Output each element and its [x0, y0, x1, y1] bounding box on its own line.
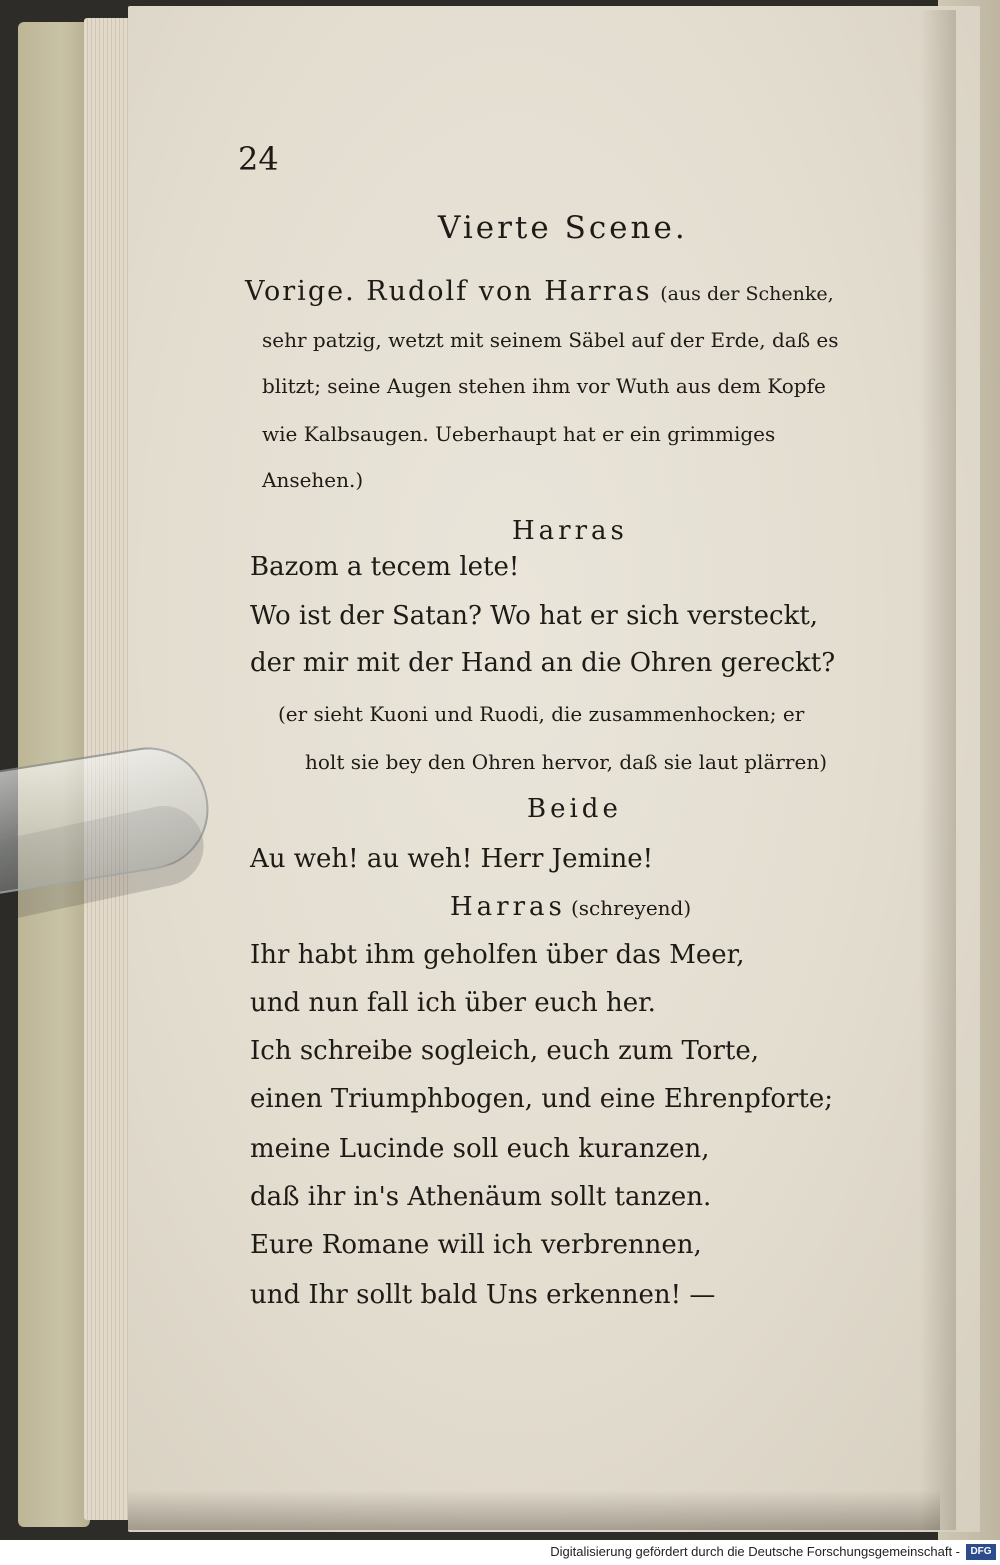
page-bottom-shadow: [128, 1490, 940, 1530]
verse-line: Wo ist der Satan? Wo hat er sich versteckt,: [250, 601, 819, 631]
stage-direction-line: wie Kalbsaugen. Ueberhaupt hat er ein grimmiges: [262, 422, 776, 446]
speaker-name: Harras: [450, 892, 566, 922]
speaker-name: Harras: [512, 516, 628, 546]
verse-line: meine Lucinde soll euch kuranzen,: [250, 1134, 710, 1164]
verse-line: Eure Romane will ich verbrennen,: [250, 1230, 702, 1260]
cast-note: (aus der Schenke,: [660, 283, 834, 305]
verse-line: Au weh! au weh! Herr Jemine!: [250, 844, 654, 874]
funding-note: Digitalisierung gefördert durch die Deutsche Forschungsgemeinschaft -: [550, 1544, 960, 1559]
stage-direction-line: blitzt; seine Augen stehen ihm vor Wuth aus dem Kopfe: [262, 374, 826, 398]
cast-line: [245, 276, 834, 307]
stage-direction-line: (er sieht Kuoni und Ruodi, die zusammenhocken; er: [278, 702, 805, 726]
verse-line: Ich schreibe sogleich, euch zum Torte,: [250, 1036, 759, 1066]
speaker-line: [450, 892, 691, 922]
page-number: 24: [238, 140, 279, 178]
speaker-note: (schreyend): [570, 896, 692, 920]
verse-line: und nun fall ich über euch her.: [250, 988, 656, 1018]
verse-line: Bazom a tecem lete!: [250, 552, 520, 582]
scene-heading: Vierte Scene.: [438, 210, 688, 246]
cast-names: Vorige. Rudolf von Harras: [245, 276, 652, 307]
verse-line: daß ihr in's Athenäum sollt tanzen.: [250, 1182, 712, 1212]
verse-line: und Ihr sollt bald Uns erkennen! —: [250, 1280, 716, 1310]
page-gutter-shadow: [920, 10, 956, 1530]
verse-line: Ihr habt ihm geholfen über das Meer,: [250, 940, 745, 970]
verse-line: einen Triumphbogen, und eine Ehrenpforte;: [250, 1084, 834, 1114]
speaker-name: Beide: [527, 794, 622, 824]
stage-direction-line: sehr patzig, wetzt mit seinem Säbel auf der Erde, daß es: [262, 328, 839, 352]
dfg-logo: DFG: [966, 1544, 996, 1560]
stage-direction-line: Ansehen.): [262, 468, 364, 492]
footer-bar: [0, 1540, 1000, 1565]
stage-direction-line: holt sie bey den Ohren hervor, daß sie laut plärren): [305, 750, 828, 774]
verse-line: der mir mit der Hand an die Ohren gereckt?: [250, 648, 836, 678]
